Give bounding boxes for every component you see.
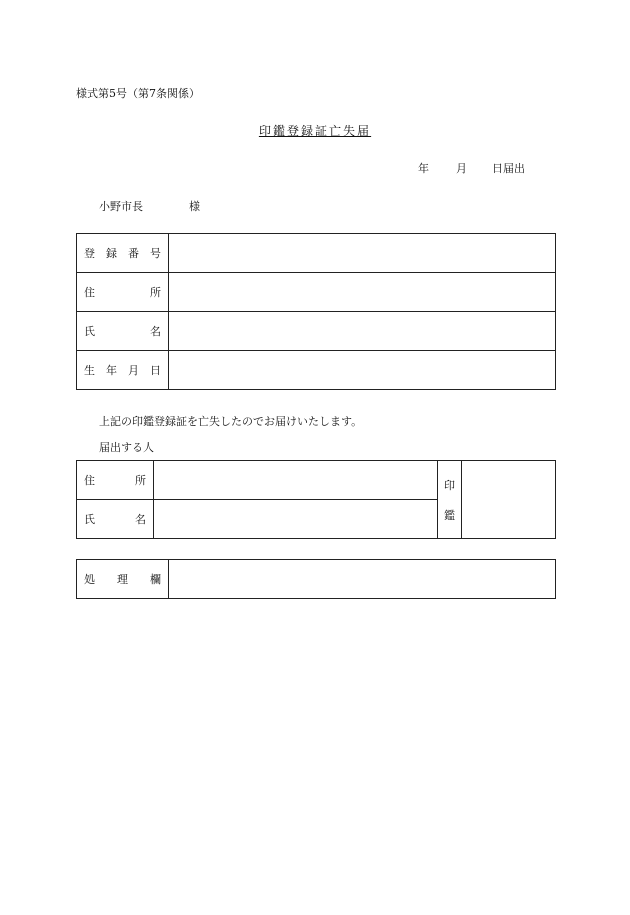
address-label: 住 所 (77, 273, 169, 312)
day-submitted-label: 日届出 (492, 162, 525, 175)
declarant-name-field[interactable] (154, 500, 438, 539)
processing-table (76, 559, 556, 599)
addressee (99, 198, 200, 214)
loss-statement: 上記の印鑑登録証を亡失したのでお届けいたします。 (99, 415, 363, 428)
declarant-address-field[interactable] (154, 461, 438, 500)
form-title-text: 印鑑登録証亡失届 (258, 124, 372, 138)
declarant-label: 届出する人 (99, 441, 154, 454)
seal-stamp-box[interactable] (462, 461, 556, 539)
birthdate-field[interactable] (169, 351, 556, 390)
table-row (77, 312, 556, 351)
registration-number-field[interactable] (169, 234, 556, 273)
table-row (77, 560, 556, 599)
declarant-address-label: 住 所 (77, 461, 154, 500)
birthdate-label: 生 年 月 日 (77, 351, 169, 390)
form-title (0, 122, 630, 139)
declarant-table (76, 460, 556, 539)
addressee-honorific: 様 (189, 200, 200, 213)
form-number: 様式第5号（第7条関係） (76, 87, 200, 100)
name-field[interactable] (169, 312, 556, 351)
table-row (77, 273, 556, 312)
processing-field[interactable] (169, 560, 556, 599)
addressee-name: 小野市長 (99, 200, 143, 213)
year-label: 年 (418, 162, 429, 175)
table-row (77, 461, 556, 500)
registration-number-label: 登 録 番 号 (77, 234, 169, 273)
month-label: 月 (456, 162, 467, 175)
registration-info-table (76, 233, 556, 390)
name-label: 氏 名 (77, 312, 169, 351)
declarant-name-label: 氏 名 (77, 500, 154, 539)
table-row (77, 351, 556, 390)
table-row (77, 234, 556, 273)
submission-date-line (418, 160, 525, 176)
processing-label: 処 理 欄 (77, 560, 169, 599)
address-field[interactable] (169, 273, 556, 312)
seal-label: 印 鑑 (438, 461, 462, 539)
